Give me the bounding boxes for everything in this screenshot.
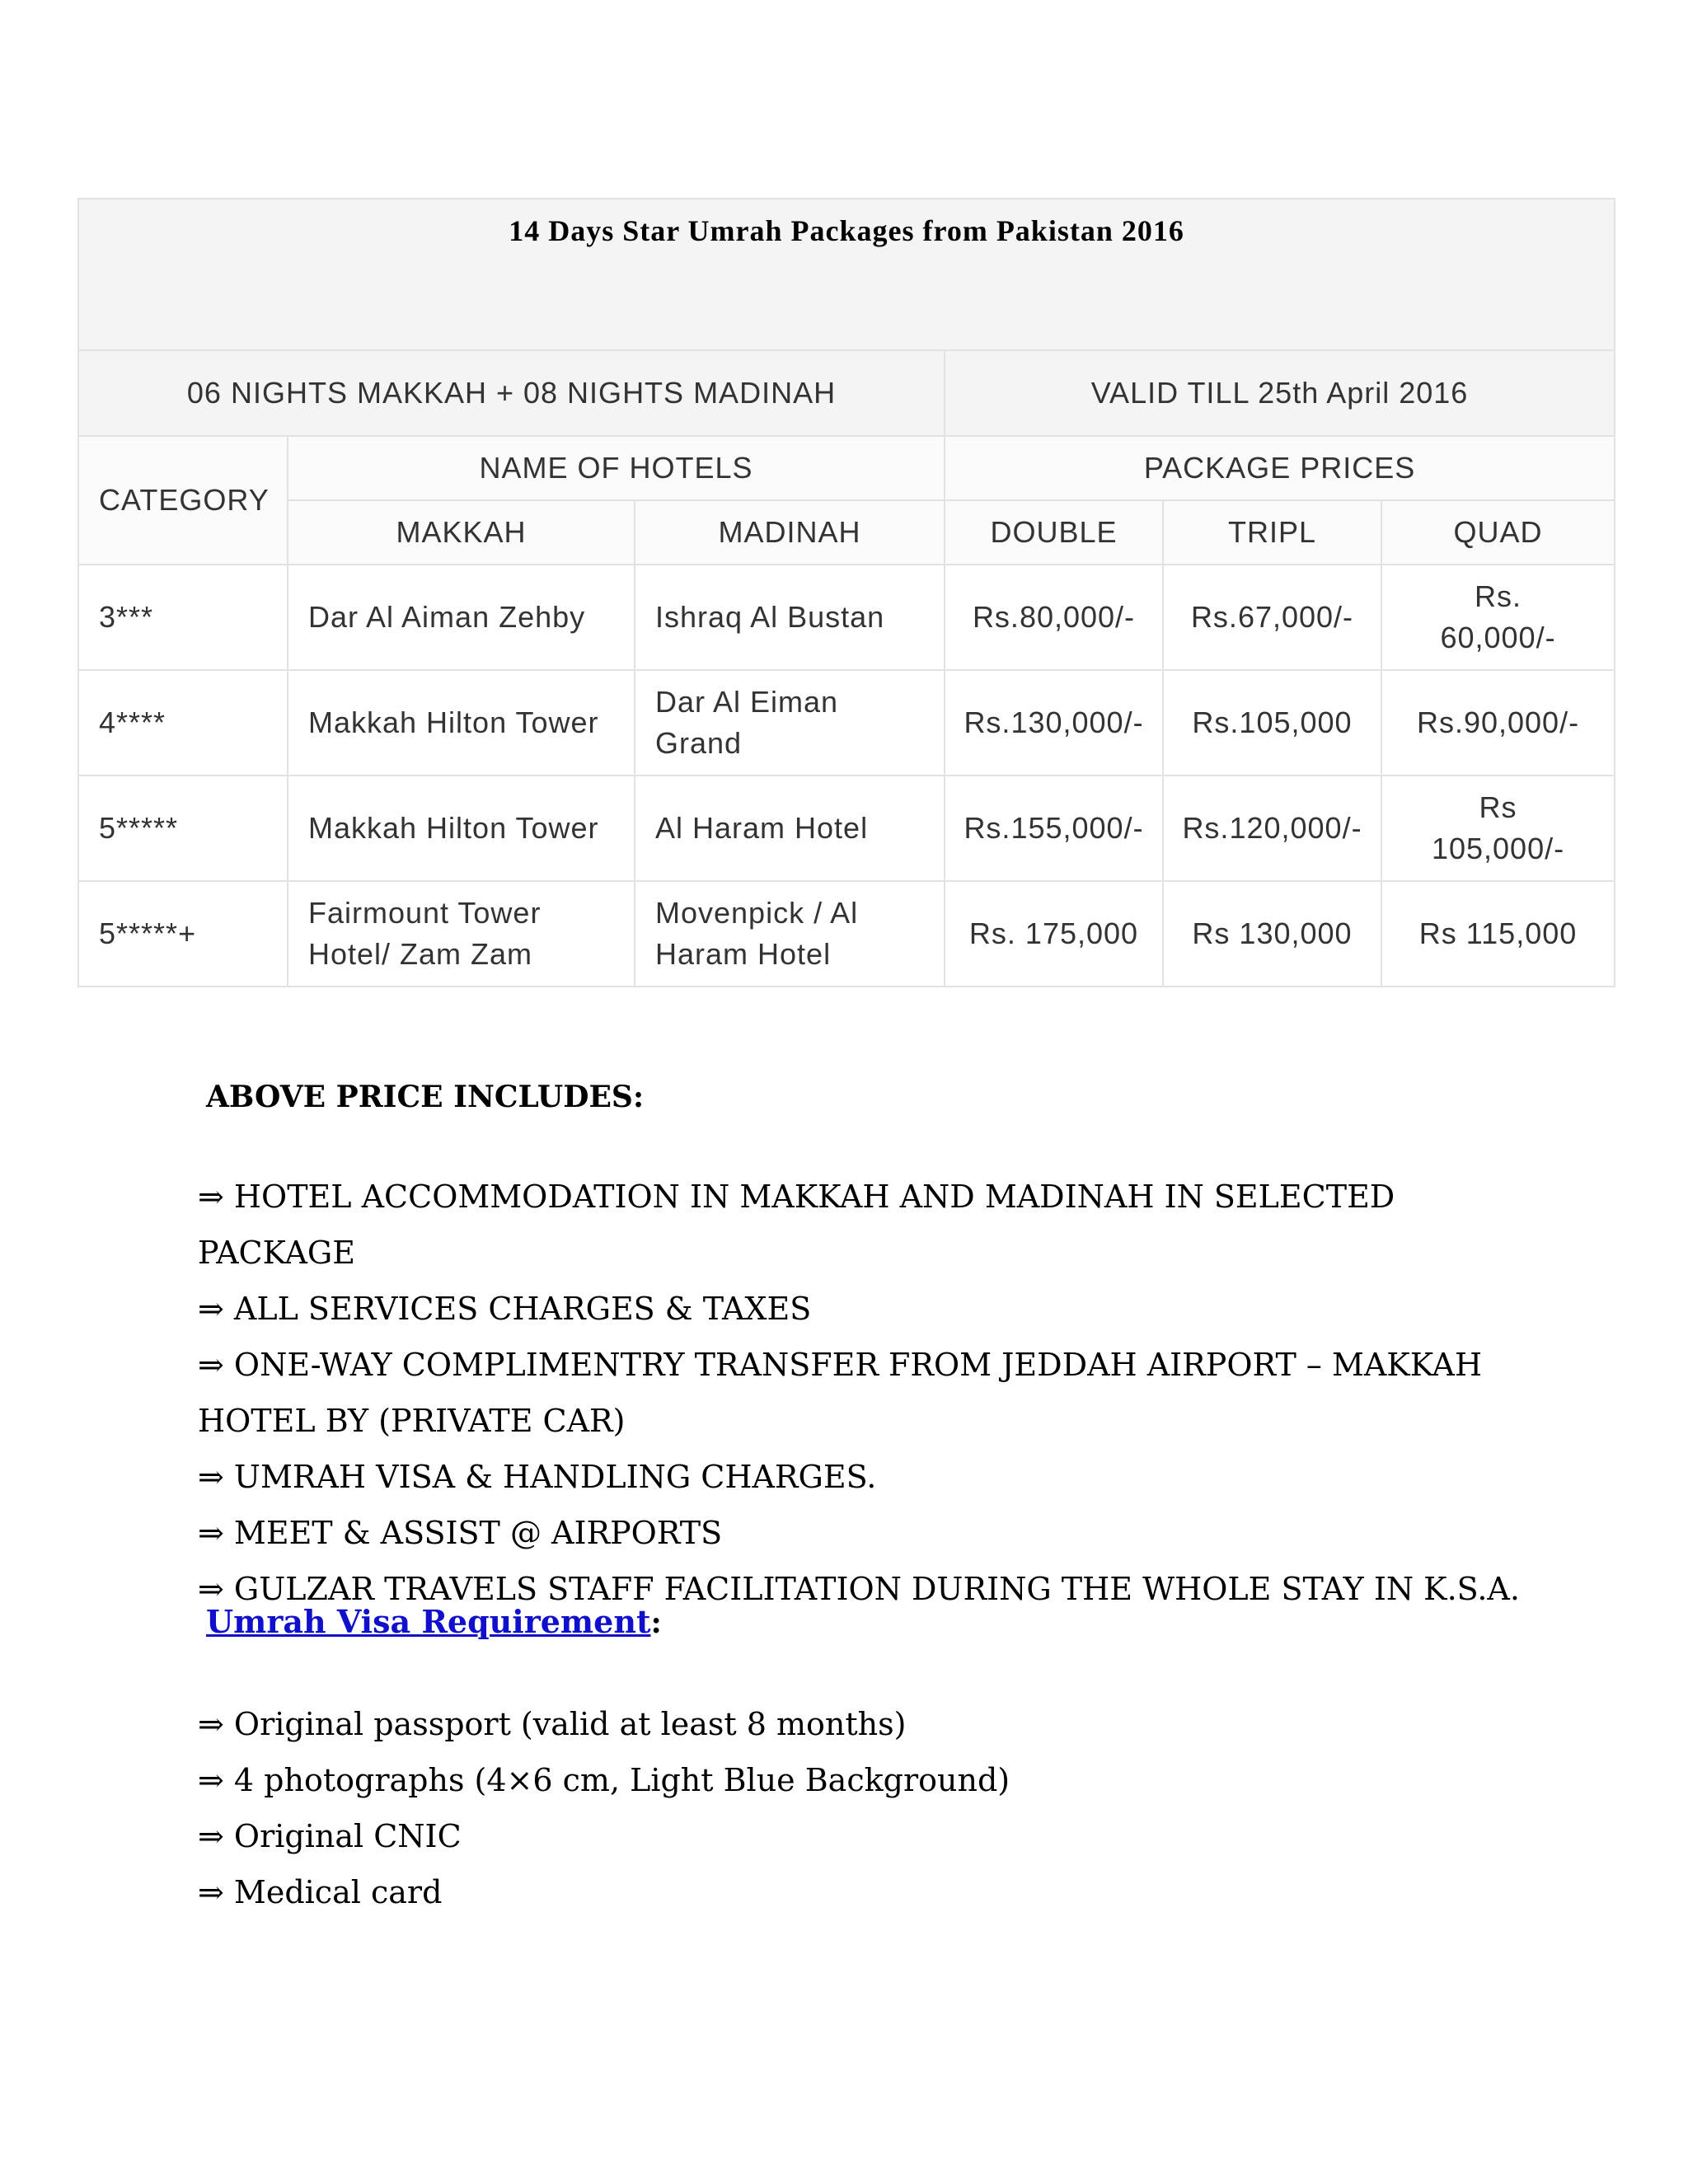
double-header: DOUBLE xyxy=(945,500,1163,565)
list-item: ⇒ Original passport (valid at least 8 months) xyxy=(198,1706,907,1742)
triple-price-cell: Rs.120,000/- xyxy=(1163,776,1381,881)
table-row xyxy=(78,776,1615,881)
visa-heading-colon: : xyxy=(650,1605,662,1640)
list-item: ⇒ ONE-WAY COMPLIMENTRY TRANSFER FROM JEDDAH AIRPORT – MAKKAH HOTEL BY (PRIVATE CAR) xyxy=(198,1347,1483,1439)
list-item: ⇒ Original CNIC xyxy=(198,1818,462,1854)
double-price-cell: Rs. 175,000 xyxy=(945,881,1163,987)
validity-label: VALID TILL 25th April 2016 xyxy=(945,350,1615,436)
list-item: ⇒ MEET & ASSIST @ AIRPORTS xyxy=(198,1515,723,1551)
list-item: ⇒ GULZAR TRAVELS STAFF FACILITATION DURING THE WHOLE STAY IN K.S.A. xyxy=(198,1571,1520,1607)
quad-price-text: Rs 105,000/- xyxy=(1431,790,1565,865)
quad-price-cell: Rs.90,000/- xyxy=(1381,670,1615,776)
madinah-hotel-cell xyxy=(635,670,945,776)
list-item: ⇒ UMRAH VISA & HANDLING CHARGES. xyxy=(198,1459,877,1495)
madinah-hotel-cell xyxy=(635,881,945,987)
triple-price-cell: Rs 130,000 xyxy=(1163,881,1381,987)
double-price-cell: Rs.155,000/- xyxy=(945,776,1163,881)
makkah-header: MAKKAH xyxy=(288,500,635,565)
table-row xyxy=(78,565,1615,670)
visa-requirement-link[interactable]: Umrah Visa Requirement xyxy=(206,1603,651,1640)
makkah-hotel-cell: Makkah Hilton Tower xyxy=(288,670,635,776)
includes-list xyxy=(198,1169,1550,1617)
list-item: ⇒ HOTEL ACCOMMODATION IN MAKKAH AND MADINAH IN SELECTED PACKAGE xyxy=(198,1179,1395,1271)
category-cell: 5***** xyxy=(78,776,288,881)
quad-price-cell: Rs 115,000 xyxy=(1381,881,1615,987)
prices-header: PACKAGE PRICES xyxy=(945,436,1615,500)
triple-price-cell: Rs.105,000 xyxy=(1163,670,1381,776)
makkah-hotel-text: Fairmount Tower Hotel/ Zam Zam xyxy=(308,896,542,971)
triple-price-cell: Rs.67,000/- xyxy=(1163,565,1381,670)
table-row xyxy=(78,670,1615,776)
makkah-hotel-cell: Makkah Hilton Tower xyxy=(288,776,635,881)
package-title: 14 Days Star Umrah Packages from Pakistan 2016 xyxy=(78,199,1615,350)
includes-section xyxy=(198,1080,1550,1114)
category-cell: 4**** xyxy=(78,670,288,776)
list-item: ⇒ ALL SERVICES CHARGES & TAXES xyxy=(198,1291,812,1327)
table-row xyxy=(78,881,1615,987)
madinah-hotel-cell: Al Haram Hotel xyxy=(635,776,945,881)
package-table xyxy=(77,198,1615,987)
quad-header: QUAD xyxy=(1381,500,1615,565)
includes-heading: ABOVE PRICE INCLUDES: xyxy=(206,1080,645,1114)
quad-price-text: Rs. 60,000/- xyxy=(1440,579,1556,654)
makkah-hotel-cell: Dar Al Aiman Zehby xyxy=(288,565,635,670)
quad-price-cell xyxy=(1381,565,1615,670)
madinah-hotel-cell: Ishraq Al Bustan xyxy=(635,565,945,670)
duration-label: 06 NIGHTS MAKKAH + 08 NIGHTS MADINAH xyxy=(78,350,945,436)
makkah-hotel-cell xyxy=(288,881,635,987)
hotels-header: NAME OF HOTELS xyxy=(288,436,945,500)
tripl-header: TRIPL xyxy=(1163,500,1381,565)
category-cell: 3*** xyxy=(78,565,288,670)
madinah-header: MADINAH xyxy=(635,500,945,565)
visa-heading xyxy=(198,1603,1558,1640)
list-item: ⇒ 4 photographs (4×6 cm, Light Blue Background) xyxy=(198,1762,1010,1798)
double-price-cell: Rs.130,000/- xyxy=(945,670,1163,776)
category-cell: 5*****+ xyxy=(78,881,288,987)
madinah-hotel-text: Movenpick / Al Haram Hotel xyxy=(655,896,859,971)
category-header: CATEGORY xyxy=(78,436,288,565)
quad-price-cell xyxy=(1381,776,1615,881)
list-item: ⇒ Medical card xyxy=(198,1874,443,1910)
madinah-hotel-text: Dar Al Eiman Grand xyxy=(655,685,839,760)
double-price-cell: Rs.80,000/- xyxy=(945,565,1163,670)
visa-list xyxy=(198,1696,1550,1920)
